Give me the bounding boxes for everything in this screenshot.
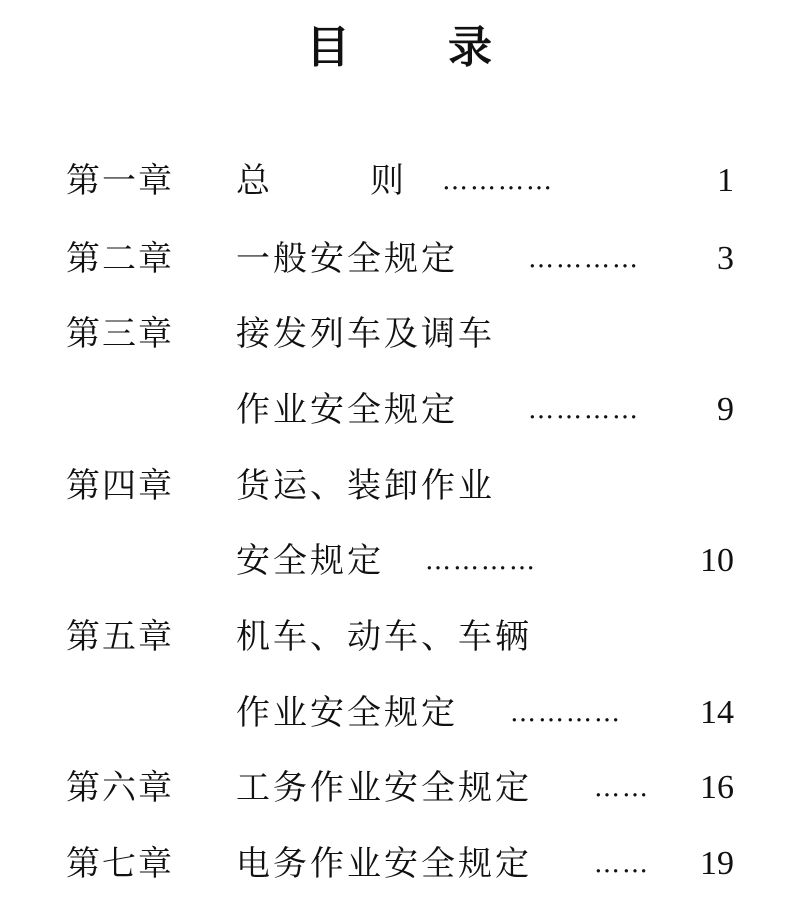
chapter-label: 第三章 [66,314,174,354]
page-number: 9 [717,391,734,428]
dot-leader: ………… [425,546,537,576]
dot-leader: ………… [510,698,622,728]
toc-entry-chapter-1[interactable] [0,157,800,205]
toc-heading-char-1: 目 [306,22,350,73]
chapter-title-part-1: 总 [236,161,270,201]
toc-heading [0,18,800,78]
chapter-title: 一般安全规定 [236,239,458,279]
toc-entry-chapter-2[interactable] [0,235,800,283]
chapter-title [236,157,404,205]
chapter-title: 电务作业安全规定 [236,844,532,884]
toc-entry-chapter-4-continued[interactable] [0,537,800,585]
chapter-title-part-2: 则 [370,161,404,201]
chapter-title: 货运、装卸作业 [236,466,495,506]
dot-leader: …… [594,849,650,879]
chapter-label: 第七章 [66,844,174,884]
chapter-label: 第四章 [66,466,174,506]
page-number: 3 [717,240,734,277]
toc-entry-chapter-5[interactable] [0,613,800,661]
chapter-title: 机车、动车、车辆 [236,617,532,657]
dot-leader: ………… [528,244,640,274]
toc-entry-chapter-7[interactable] [0,840,800,888]
page-number: 10 [700,542,734,579]
chapter-title: 作业安全规定 [236,390,458,430]
chapter-label: 第五章 [66,617,174,657]
page-number: 19 [700,845,734,882]
chapter-label: 第二章 [66,239,174,279]
toc-entry-chapter-4[interactable] [0,462,800,510]
page-number: 16 [700,769,734,806]
chapter-label: 第一章 [66,161,174,201]
chapter-title: 接发列车及调车 [236,314,495,354]
chapter-title: 安全规定 [236,541,384,581]
page-number: 1 [717,162,734,199]
page-number: 14 [700,694,734,731]
dot-leader: ………… [528,395,640,425]
chapter-label: 第六章 [66,768,174,808]
toc-entry-chapter-3-continued[interactable] [0,386,800,434]
toc-entry-chapter-6[interactable] [0,764,800,812]
dot-leader: ………… [442,166,554,196]
dot-leader: …… [594,773,650,803]
chapter-title: 作业安全规定 [236,693,458,733]
chapter-title: 工务作业安全规定 [236,768,532,808]
toc-entry-chapter-5-continued[interactable] [0,689,800,737]
toc-heading-char-2: 录 [448,22,492,73]
toc-entry-chapter-3[interactable] [0,310,800,358]
